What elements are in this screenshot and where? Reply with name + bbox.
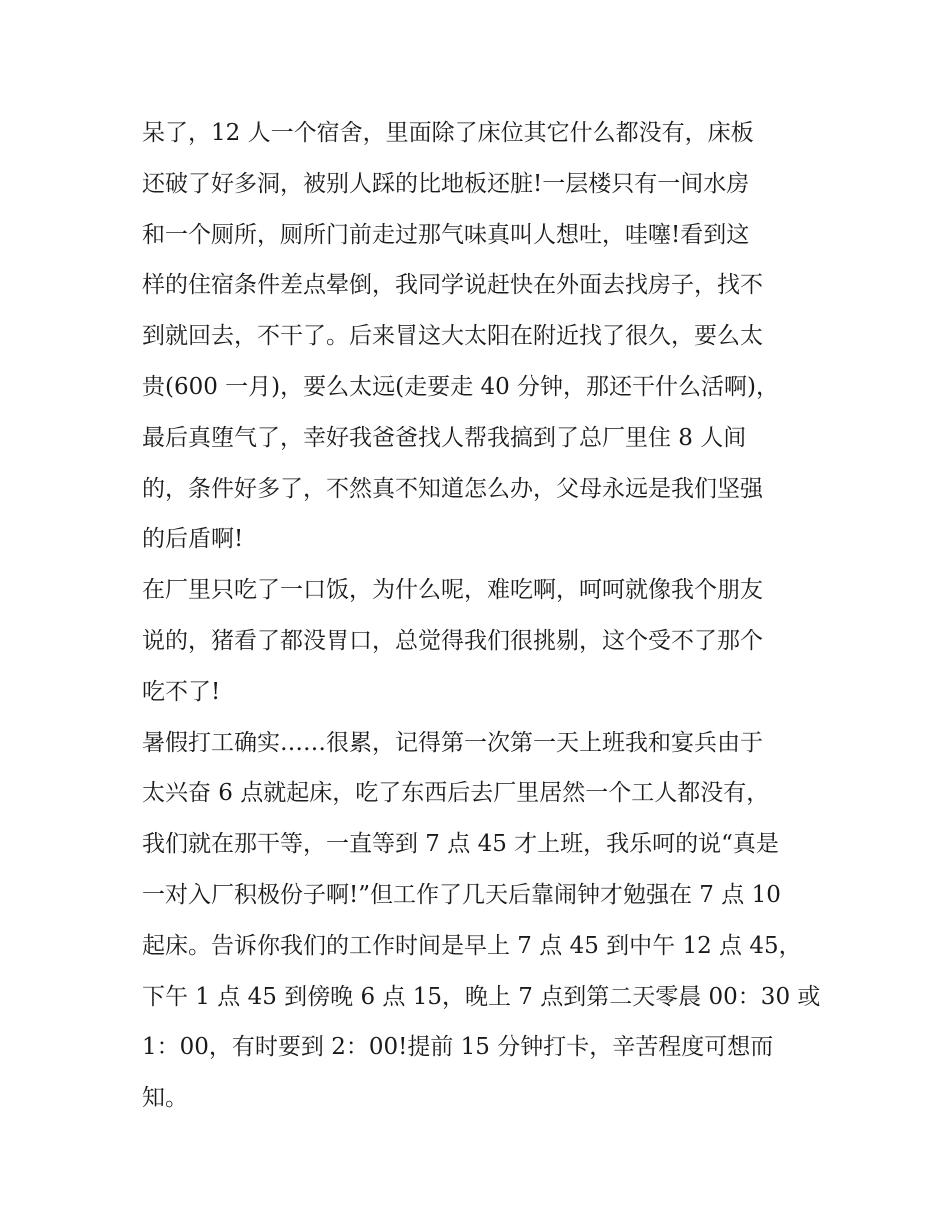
- text-line: 太兴奋 6 点就起床，吃了东西后去厂里居然一个工人都没有，: [142, 780, 770, 807]
- text-line: 暑假打工确实……很累，记得第一次第一天上班我和宴兵由于: [142, 729, 763, 756]
- text-line: 还破了好多洞，被别人踩的比地板还脏!一层楼只有一间水房: [142, 170, 750, 197]
- text-line: 呆了，12 人一个宿舍，里面除了床位其它什么都没有，床板: [142, 120, 754, 146]
- text-line: 贵(600 一月)，要么太远(走要走 40 分钟，那还干什么活啊)，: [142, 373, 779, 400]
- text-line: 我们就在那干等，一直等到 7 点 45 才上班，我乐呵的说“真是: [142, 831, 779, 858]
- document-body: [142, 108, 822, 1124]
- text-line: 下午 1 点 45 到傍晚 6 点 15，晚上 7 点到第二天零晨 00：30 或: [142, 983, 821, 1010]
- text-line: 和一个厕所，厕所门前走过那气味真叫人想吐，哇噻!看到这: [142, 221, 750, 248]
- text-line: 在厂里只吃了一口饭，为什么呢，难吃啊，呵呵就像我个朋友: [142, 577, 763, 604]
- text-line: 知。: [142, 1085, 188, 1112]
- text-line: 样的住宿条件差点晕倒，我同学说赶快在外面去找房子，找不: [142, 272, 763, 299]
- text-line: 吃不了!: [142, 678, 221, 705]
- text-line: 说的，猪看了都没胃口，总觉得我们很挑剔，这个受不了那个: [142, 627, 763, 654]
- text-line: 最后真堕气了，幸好我爸爸找人帮我搞到了总厂里住 8 人间: [142, 424, 747, 451]
- text-line: 起床。告诉你我们的工作时间是早上 7 点 45 到中午 12 点 45，: [142, 932, 802, 959]
- text-line: 的后盾啊!: [142, 526, 244, 553]
- text-line: 到就回去，不干了。后来冒这大太阳在附近找了很久，要么太: [142, 323, 763, 350]
- text-line: 一对入厂积极份子啊!”但工作了几天后靠闹钟才勉强在 7 点 10: [142, 881, 781, 908]
- text-line: 的，条件好多了，不然真不知道怎么办，父母永远是我们坚强: [142, 475, 763, 502]
- text-line: 1：00，有时要到 2：00!提前 15 分钟打卡，辛苦程度可想而: [142, 1034, 774, 1061]
